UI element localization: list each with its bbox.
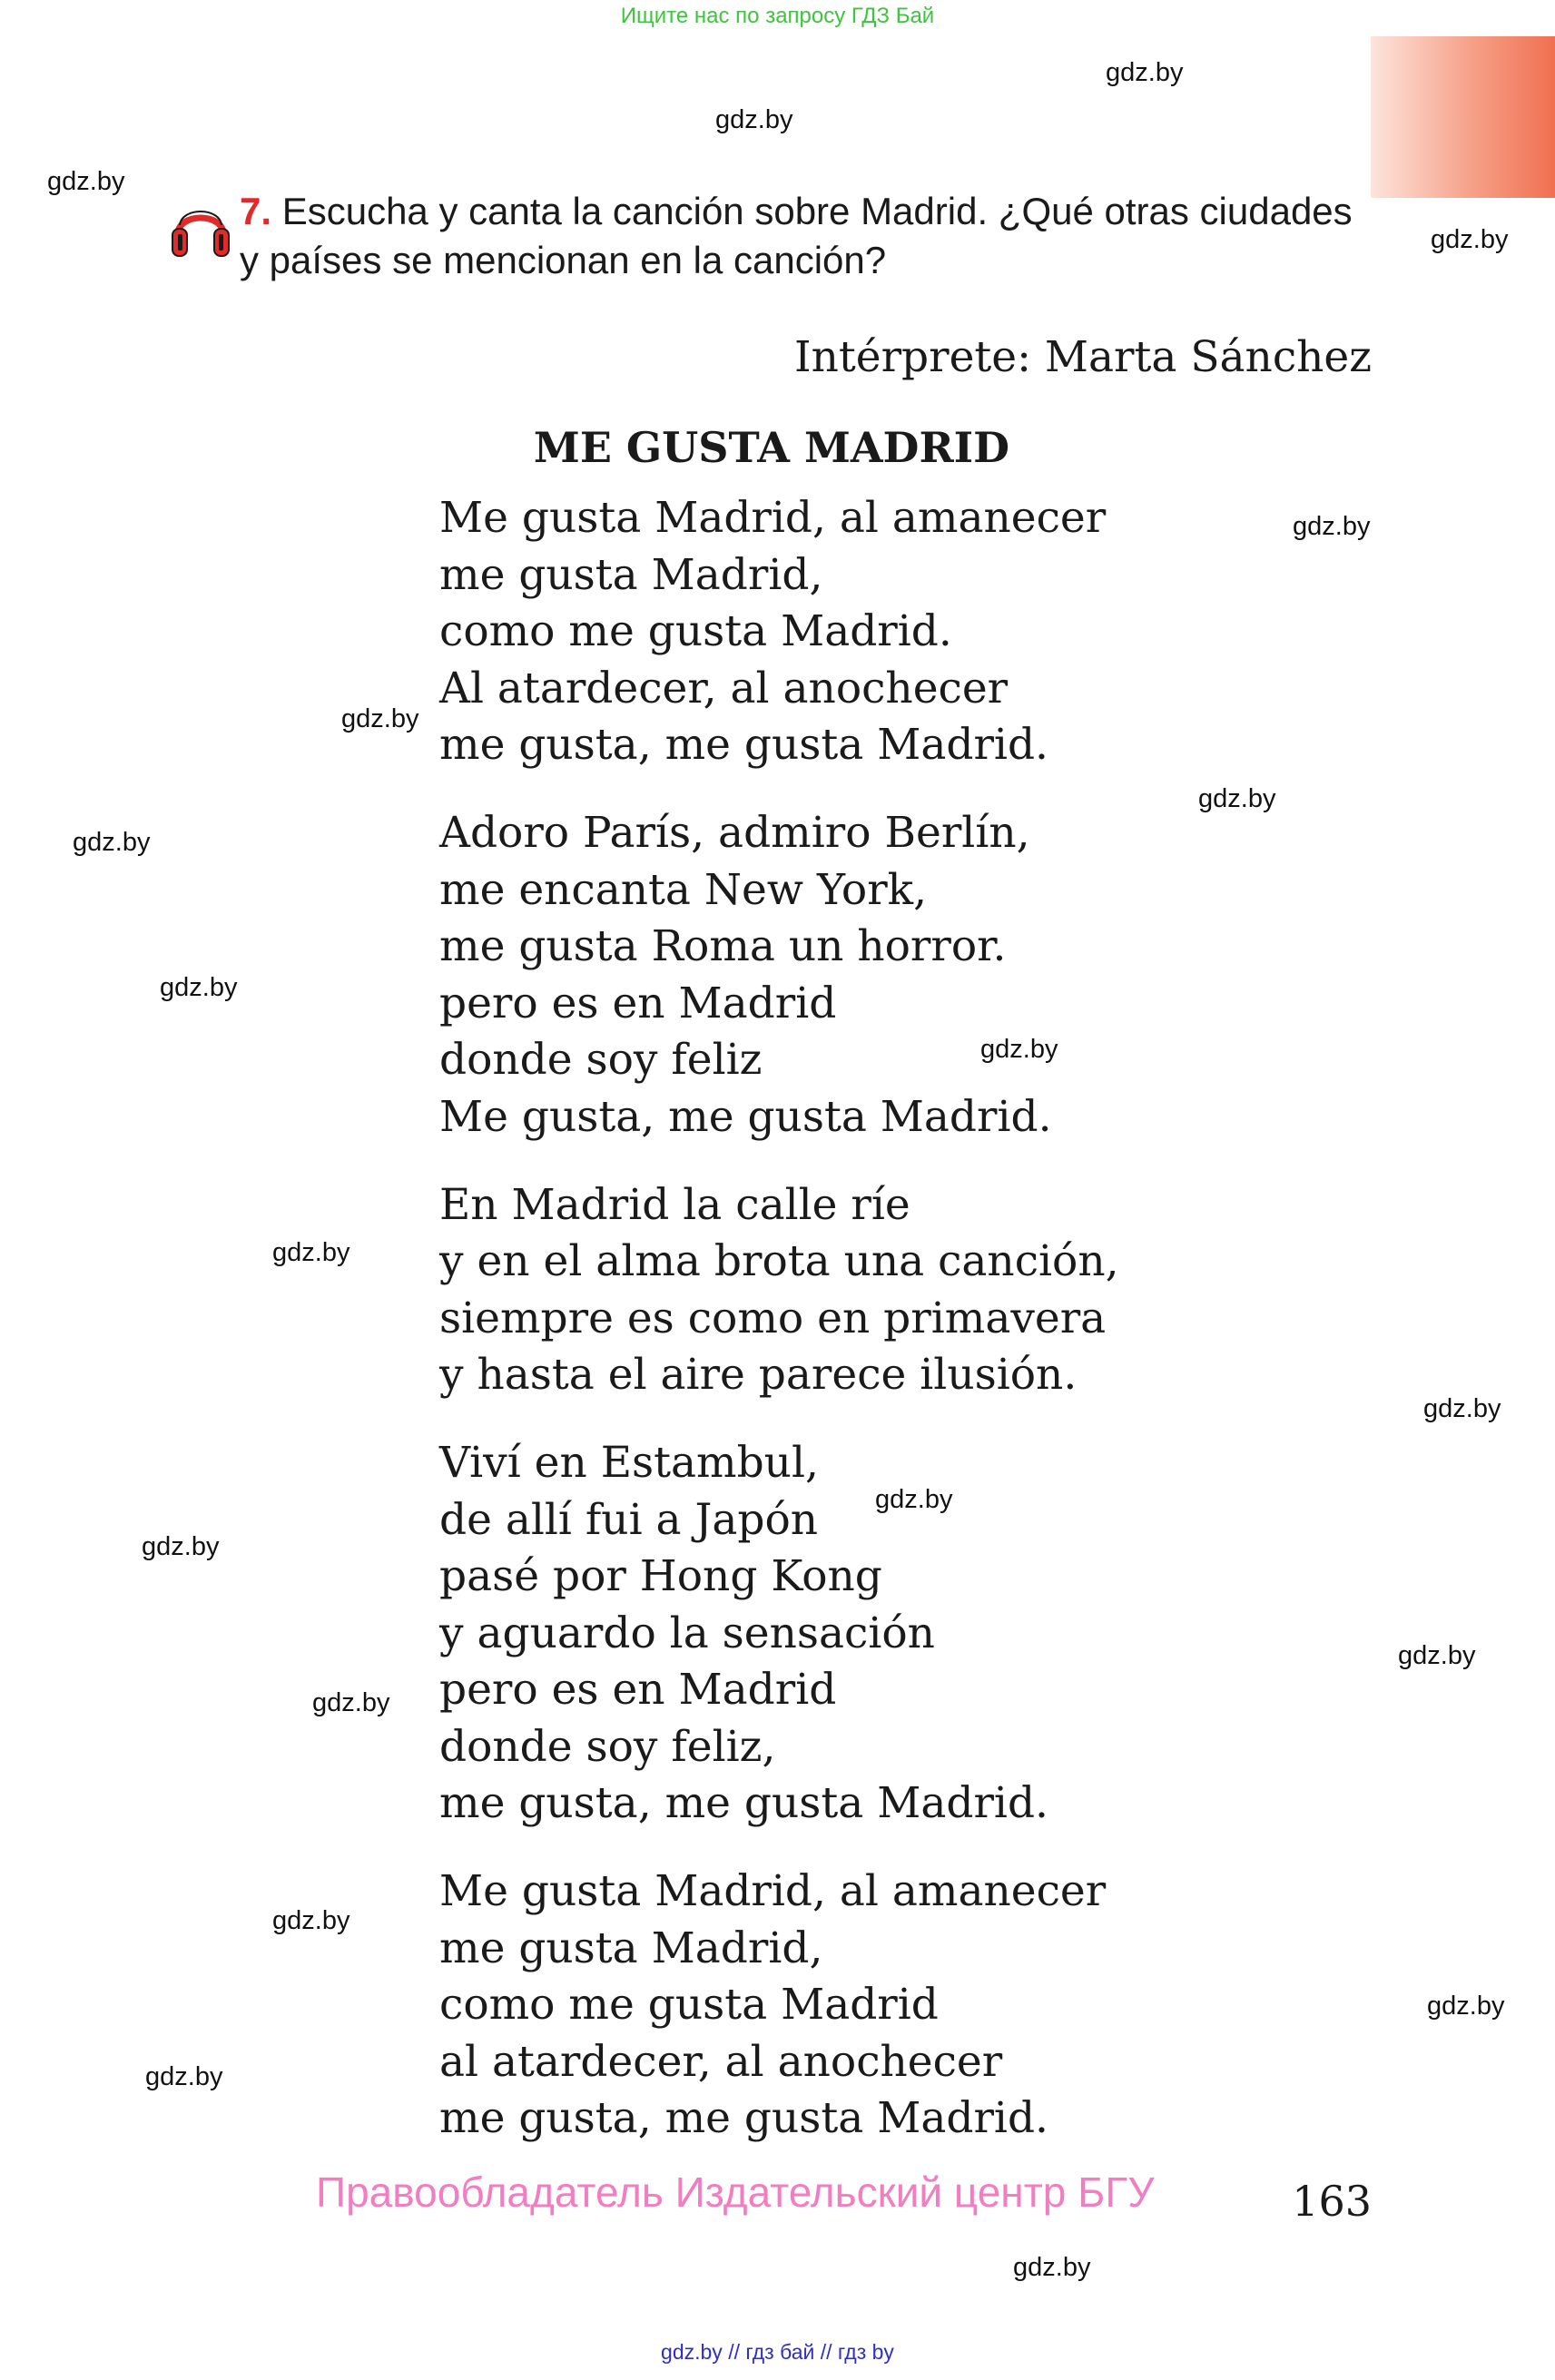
watermark: gdz.by xyxy=(875,1485,953,1514)
watermark: gdz.by xyxy=(341,704,419,733)
lyric-line: me gusta, me gusta Madrid. xyxy=(439,720,1048,771)
lyric-line: donde soy feliz xyxy=(439,1035,763,1086)
lyric-line: Me gusta Madrid, al amanecer xyxy=(439,1866,1107,1917)
watermark: gdz.by xyxy=(142,1532,220,1561)
song-lyrics xyxy=(439,490,1119,2178)
watermark: gdz.by xyxy=(160,973,238,1002)
lyric-line: como me gusta Madrid xyxy=(439,1980,939,2031)
watermark: gdz.by xyxy=(980,1035,1058,1064)
lyric-line: me gusta Madrid, xyxy=(439,1923,823,1973)
watermark: gdz.by xyxy=(145,2062,223,2091)
lyric-line: me encanta New York, xyxy=(439,864,928,915)
lyric-line: y hasta el aire parece ilusión. xyxy=(439,1350,1078,1401)
lyric-line: siempre es como en primavera xyxy=(439,1293,1107,1343)
lyric-line: me gusta Madrid, xyxy=(439,549,823,600)
corner-tab xyxy=(1371,36,1555,198)
task-number: 7. xyxy=(240,190,272,232)
watermark: gdz.by xyxy=(715,105,793,134)
copyright-notice: Правообладатель Издательский центр БГУ xyxy=(316,2169,1155,2216)
watermark: gdz.by xyxy=(1293,512,1371,541)
page-number: 163 xyxy=(1292,2177,1372,2226)
lyric-line: al atardecer, al anochecer xyxy=(439,2036,1003,2087)
lyric-line: pasé por Hong Kong xyxy=(439,1551,882,1602)
lyric-line: como me gusta Madrid. xyxy=(439,606,952,657)
lyric-line: Adoro París, admiro Berlín, xyxy=(439,807,1030,858)
watermark: gdz.by xyxy=(272,1906,350,1935)
task-instruction xyxy=(240,187,1374,285)
lyric-line: En Madrid la calle ríe xyxy=(439,1179,910,1230)
lyric-line: me gusta Roma un horror. xyxy=(439,921,1007,972)
lyric-line: Viví en Estambul, xyxy=(439,1437,819,1488)
stanza-5 xyxy=(439,1864,1119,2148)
watermark: gdz.by xyxy=(1013,2253,1091,2282)
watermark: gdz.by xyxy=(73,828,151,857)
stanza-4 xyxy=(439,1435,1119,1833)
lyric-line: pero es en Madrid xyxy=(439,978,837,1028)
stanza-3 xyxy=(439,1177,1119,1404)
watermark: gdz.by xyxy=(1427,1992,1505,2021)
task-text: Escucha y canta la canción sobre Madrid. ¿Qué otras ciudades y países se mencionan en la canción? xyxy=(240,190,1353,281)
bottom-banner: gdz.by // гдз бай // гдз by xyxy=(661,2340,894,2364)
headphones-icon xyxy=(169,194,232,261)
watermark: gdz.by xyxy=(312,1688,390,1717)
watermark: gdz.by xyxy=(1106,58,1184,87)
watermark: gdz.by xyxy=(272,1238,350,1267)
lyric-line: Me gusta, me gusta Madrid. xyxy=(439,1091,1052,1142)
watermark: gdz.by xyxy=(1431,225,1509,254)
performer-credit: Intérprete: Marta Sánchez xyxy=(794,332,1372,382)
stanza-2 xyxy=(439,805,1119,1146)
song-title: ME GUSTA MADRID xyxy=(533,423,1010,472)
lyric-line: Me gusta Madrid, al amanecer xyxy=(439,493,1107,543)
lyric-line: me gusta, me gusta Madrid. xyxy=(439,2093,1048,2144)
lyric-line: donde soy feliz, xyxy=(439,1721,776,1772)
lyric-line: me gusta, me gusta Madrid. xyxy=(439,1778,1048,1829)
lyric-line: y aguardo la sensación xyxy=(439,1608,935,1658)
lyric-line: Al atardecer, al anochecer xyxy=(439,663,1009,713)
lyric-line: de allí fui a Japón xyxy=(439,1494,819,1545)
watermark: gdz.by xyxy=(1198,784,1276,813)
lyric-line: y en el alma brota una canción, xyxy=(439,1236,1119,1287)
watermark: gdz.by xyxy=(1423,1394,1501,1423)
watermark: gdz.by xyxy=(1398,1641,1476,1670)
top-banner: Ищите нас по запросу ГДЗ Бай xyxy=(620,4,935,28)
stanza-1 xyxy=(439,490,1119,774)
watermark: gdz.by xyxy=(47,167,125,196)
lyric-line: pero es en Madrid xyxy=(439,1665,837,1716)
